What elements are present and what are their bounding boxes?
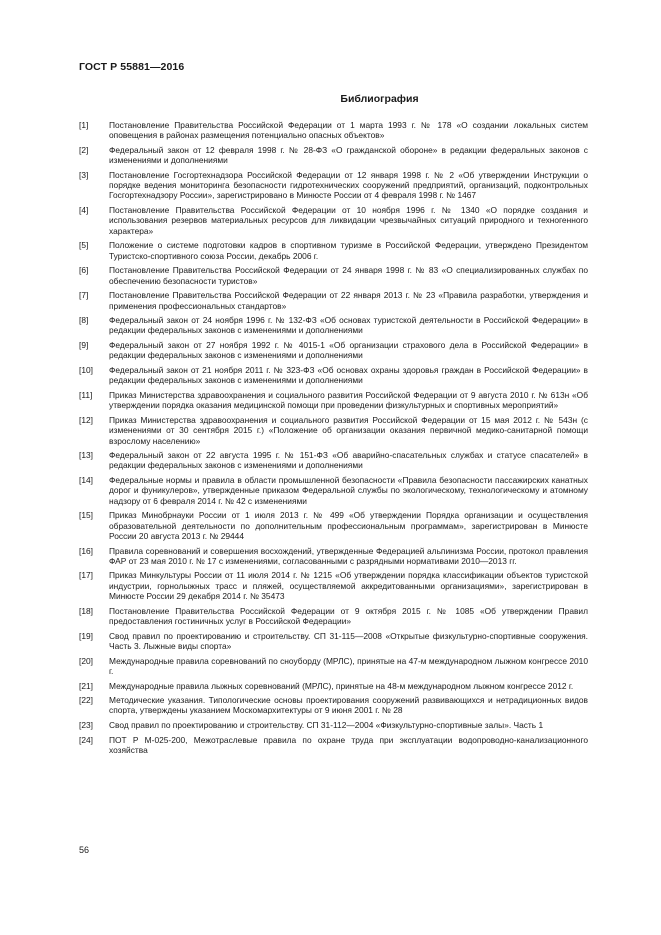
bibliography-entry xyxy=(79,170,588,201)
bibliography-entry xyxy=(79,365,588,386)
bibliography-entry-number: [9] xyxy=(79,340,89,351)
bibliography-entry-text: Постановление Правительства Российской Федерации от 9 октября 2015 г. № 1085 «Об утверждении Правил предоставления гостиничных услуг в Российской Федерации» xyxy=(109,605,588,627)
bibliography-entry-number: [21] xyxy=(79,680,93,691)
bibliography-entry-text: Приказ Министерства здравоохранения и социального развития Российской Федерации от 9 августа 2010 г. № 613н «Об утверждении порядка оказания медицинской помощи при проведении физкультурных и спортивных мероприятий» xyxy=(109,389,588,411)
bibliography-entry-number: [5] xyxy=(79,240,89,251)
bibliography-entry-text: Постановление Правительства Российской Федерации от 22 января 2013 г. № 23 «Правила разработки, утверждения и применения профессиональных стандартов» xyxy=(109,290,588,311)
bibliography-entry-number: [2] xyxy=(79,144,89,155)
bibliography-entry-number: [16] xyxy=(79,545,93,556)
bibliography-entry xyxy=(79,315,588,336)
bibliography-entry-number: [22] xyxy=(79,695,93,706)
bibliography-entry xyxy=(79,570,588,601)
bibliography-entry xyxy=(79,656,588,677)
bibliography-entry xyxy=(79,695,588,716)
bibliography-entry xyxy=(79,606,588,627)
bibliography-entry xyxy=(79,120,588,141)
bibliography-entry xyxy=(79,145,588,166)
bibliography-entry-text: Федеральный закон от 22 августа 1995 г. № 151-ФЗ «Об аварийно-спасательных службах и статусе спасателей» в редакции федеральных законов с изменениями и дополнениями xyxy=(109,450,588,471)
bibliography-entry xyxy=(79,475,588,506)
bibliography-entry-number: [6] xyxy=(79,265,89,276)
bibliography-entry xyxy=(79,240,588,261)
bibliography-entry xyxy=(79,290,588,311)
bibliography-entry-text: Методические указания. Типологические основы проектирования сооружений развивающихся и нетрадиционных видов спорта, утверждены указанием Москомархитектуры от 9 июня 2001 г. № 28 xyxy=(109,695,588,716)
bibliography-entry-text: Федеральный закон от 24 ноября 1996 г. № 132-ФЗ «Об основах туристской деятельности в Российской Федерации» в редакции федеральных законов с изменениями и дополнениями xyxy=(109,315,588,336)
bibliography-entry-number: [8] xyxy=(79,315,89,326)
bibliography-entry xyxy=(79,265,588,286)
bibliography-entry-text: Приказ Минобрнауки России от 1 июля 2013 г. № 499 «Об утверждении Порядка организации и осуществления образовательной деятельности по дополнительным профессиональным программам», зарегистрирован в Минюсте России 20 августа 2013 г. № 29444 xyxy=(109,510,588,541)
bibliography-entry-text: Постановление Правительства Российской Федерации от 10 ноября 1996 г. № 1340 «О порядке создания и использования резервов материальных ресурсов для ликвидации чрезвычайных ситуаций природного и техногенного характера» xyxy=(109,205,588,236)
bibliography-entry-text: Федеральный закон от 27 ноября 1992 г. № 4015-1 «Об организации страхового дела в Российской Федерации» в редакции федеральных законов с изменениями и дополнениями xyxy=(109,340,588,361)
bibliography-entry xyxy=(79,450,588,471)
bibliography-entry-text: Федеральные нормы и правила в области промышленной безопасности «Правила безопасности пассажирских канатных дорог и фуникулеров», утвержденные приказом Федеральной службы по экологическому, технологическому и атомному надзору от 6 февраля 2014 г. № 42 с изменениями xyxy=(109,475,588,506)
bibliography-entry-text: Правила соревнований и совершения восхождений, утвержденные Федерацией альпинизма России, протокол правления ФАР от 23 мая 2010 г. № 17 с изменениями, согласованными с разрядными нормативами 2010—2013 гг. xyxy=(109,545,588,566)
bibliography-entry-text: Постановление Госгортехнадзора Российской Федерации от 12 января 1998 г. № 2 «Об утверждении Инструкции о порядке ведения мониторинга безопасности гидротехнических сооружений предприятий, организаций, подконтрольных Госгортехнадзору России», зарегистрировано в Минюсте России от 4 февраля 1998 г. № 1467 xyxy=(109,169,588,201)
page-number: 56 xyxy=(79,845,90,855)
bibliography-entry-number: [20] xyxy=(79,655,93,666)
bibliography-entry-number: [1] xyxy=(79,120,89,130)
section-title: Библиография xyxy=(340,93,419,105)
bibliography-entry-number: [13] xyxy=(79,450,93,461)
bibliography-entry xyxy=(79,415,588,446)
bibliography-entry-text: Федеральный закон от 21 ноября 2011 г. № 323-ФЗ «Об основах охраны здоровья граждан в Российской Федерации» в редакции федеральных законов с изменениями и дополнениями xyxy=(109,365,588,386)
bibliography-entry-number: [10] xyxy=(79,365,93,376)
bibliography-entry-number: [7] xyxy=(79,290,89,301)
bibliography-entry-number: [4] xyxy=(79,205,89,216)
bibliography-entry-text: ПОТ Р М-025-200, Межотраслевые правила по охране труда при эксплуатации водопроводно-канализационного хозяйства xyxy=(109,734,588,756)
bibliography-entry xyxy=(79,735,588,756)
document-standard-header: ГОСТ Р 55881—2016 xyxy=(79,61,185,73)
bibliography-entry xyxy=(79,510,588,541)
bibliography-entry xyxy=(79,546,588,567)
bibliography-entry-number: [19] xyxy=(79,630,93,641)
bibliography-entry xyxy=(79,390,588,411)
bibliography-entry-text: Свод правил по проектированию и строительству. СП 31-112—2004 «Физкультурно-спортивные залы». Часть 1 xyxy=(109,720,544,731)
bibliography-entry-text: Приказ Минкультуры России от 11 июля 2014 г. № 1215 «Об утверждении порядка классификации объектов туристской индустрии, горнолыжных трасс и пляжей, осуществляемой аккредитованными организациями», зарегистрирован в Минюсте России 29 декабря 2014 г. № 35473 xyxy=(109,570,588,602)
bibliography-entry xyxy=(79,340,588,361)
bibliography-entry-number: [17] xyxy=(79,570,93,581)
bibliography-entry xyxy=(79,205,588,236)
bibliography-entry-number: [11] xyxy=(79,389,93,400)
bibliography-list xyxy=(79,120,588,760)
bibliography-entry xyxy=(79,631,588,652)
bibliography-entry-number: [23] xyxy=(79,720,93,731)
bibliography-entry-text: Приказ Министерства здравоохранения и социального развития Российской Федерации от 15 мая 2012 г. № 543н (с изменениями от 30 сентября 2015 г.) «Положение об организации оказания первичной медико-санитарной помощи взрослому населению» xyxy=(109,414,588,446)
bibliography-entry-text: Постановление Правительства Российской Федерации от 24 января 1998 г. № 83 «О специализированных службах по обеспечению безопасности туристов» xyxy=(109,265,588,286)
bibliography-entry-number: [3] xyxy=(79,169,89,180)
bibliography-entry-number: [24] xyxy=(79,734,93,745)
bibliography-entry-number: [12] xyxy=(79,414,93,425)
bibliography-entry-text: Международные правила лыжных соревнований (МРЛС), принятые на 48-м международном лыжном конгрессе 2012 г. xyxy=(109,680,574,691)
bibliography-entry-text: Свод правил по проектированию и строительству. СП 31-115—2008 «Открытые физкультурно-спортивные сооружения. Часть 3. Лыжные виды спорта» xyxy=(109,630,588,651)
bibliography-entry xyxy=(79,720,588,730)
bibliography-entry-text: Федеральный закон от 12 февраля 1998 г. № 28-ФЗ «О гражданской обороне» в редакции федеральных законов с изменениями и дополнениями xyxy=(109,144,588,166)
bibliography-entry-text: Постановление Правительства Российской Федерации от 1 марта 1993 г. № 178 «О создании локальных систем оповещения в районах размещения потенциально опасных объектов» xyxy=(109,120,588,141)
bibliography-entry-number: [15] xyxy=(79,510,93,521)
bibliography-entry-number: [18] xyxy=(79,605,93,616)
bibliography-entry-text: Положение о системе подготовки кадров в спортивном туризме в Российской Федерации, утверждено Президентом Туристско-спортивного союза России, декабрь 2006 г. xyxy=(109,240,588,261)
bibliography-entry xyxy=(79,681,588,691)
bibliography-entry-number: [14] xyxy=(79,475,93,486)
bibliography-entry-text: Международные правила соревнований по сноуборду (МРЛС), принятые на 47-м международном лыжном конгрессе 2010 г. xyxy=(109,655,588,676)
